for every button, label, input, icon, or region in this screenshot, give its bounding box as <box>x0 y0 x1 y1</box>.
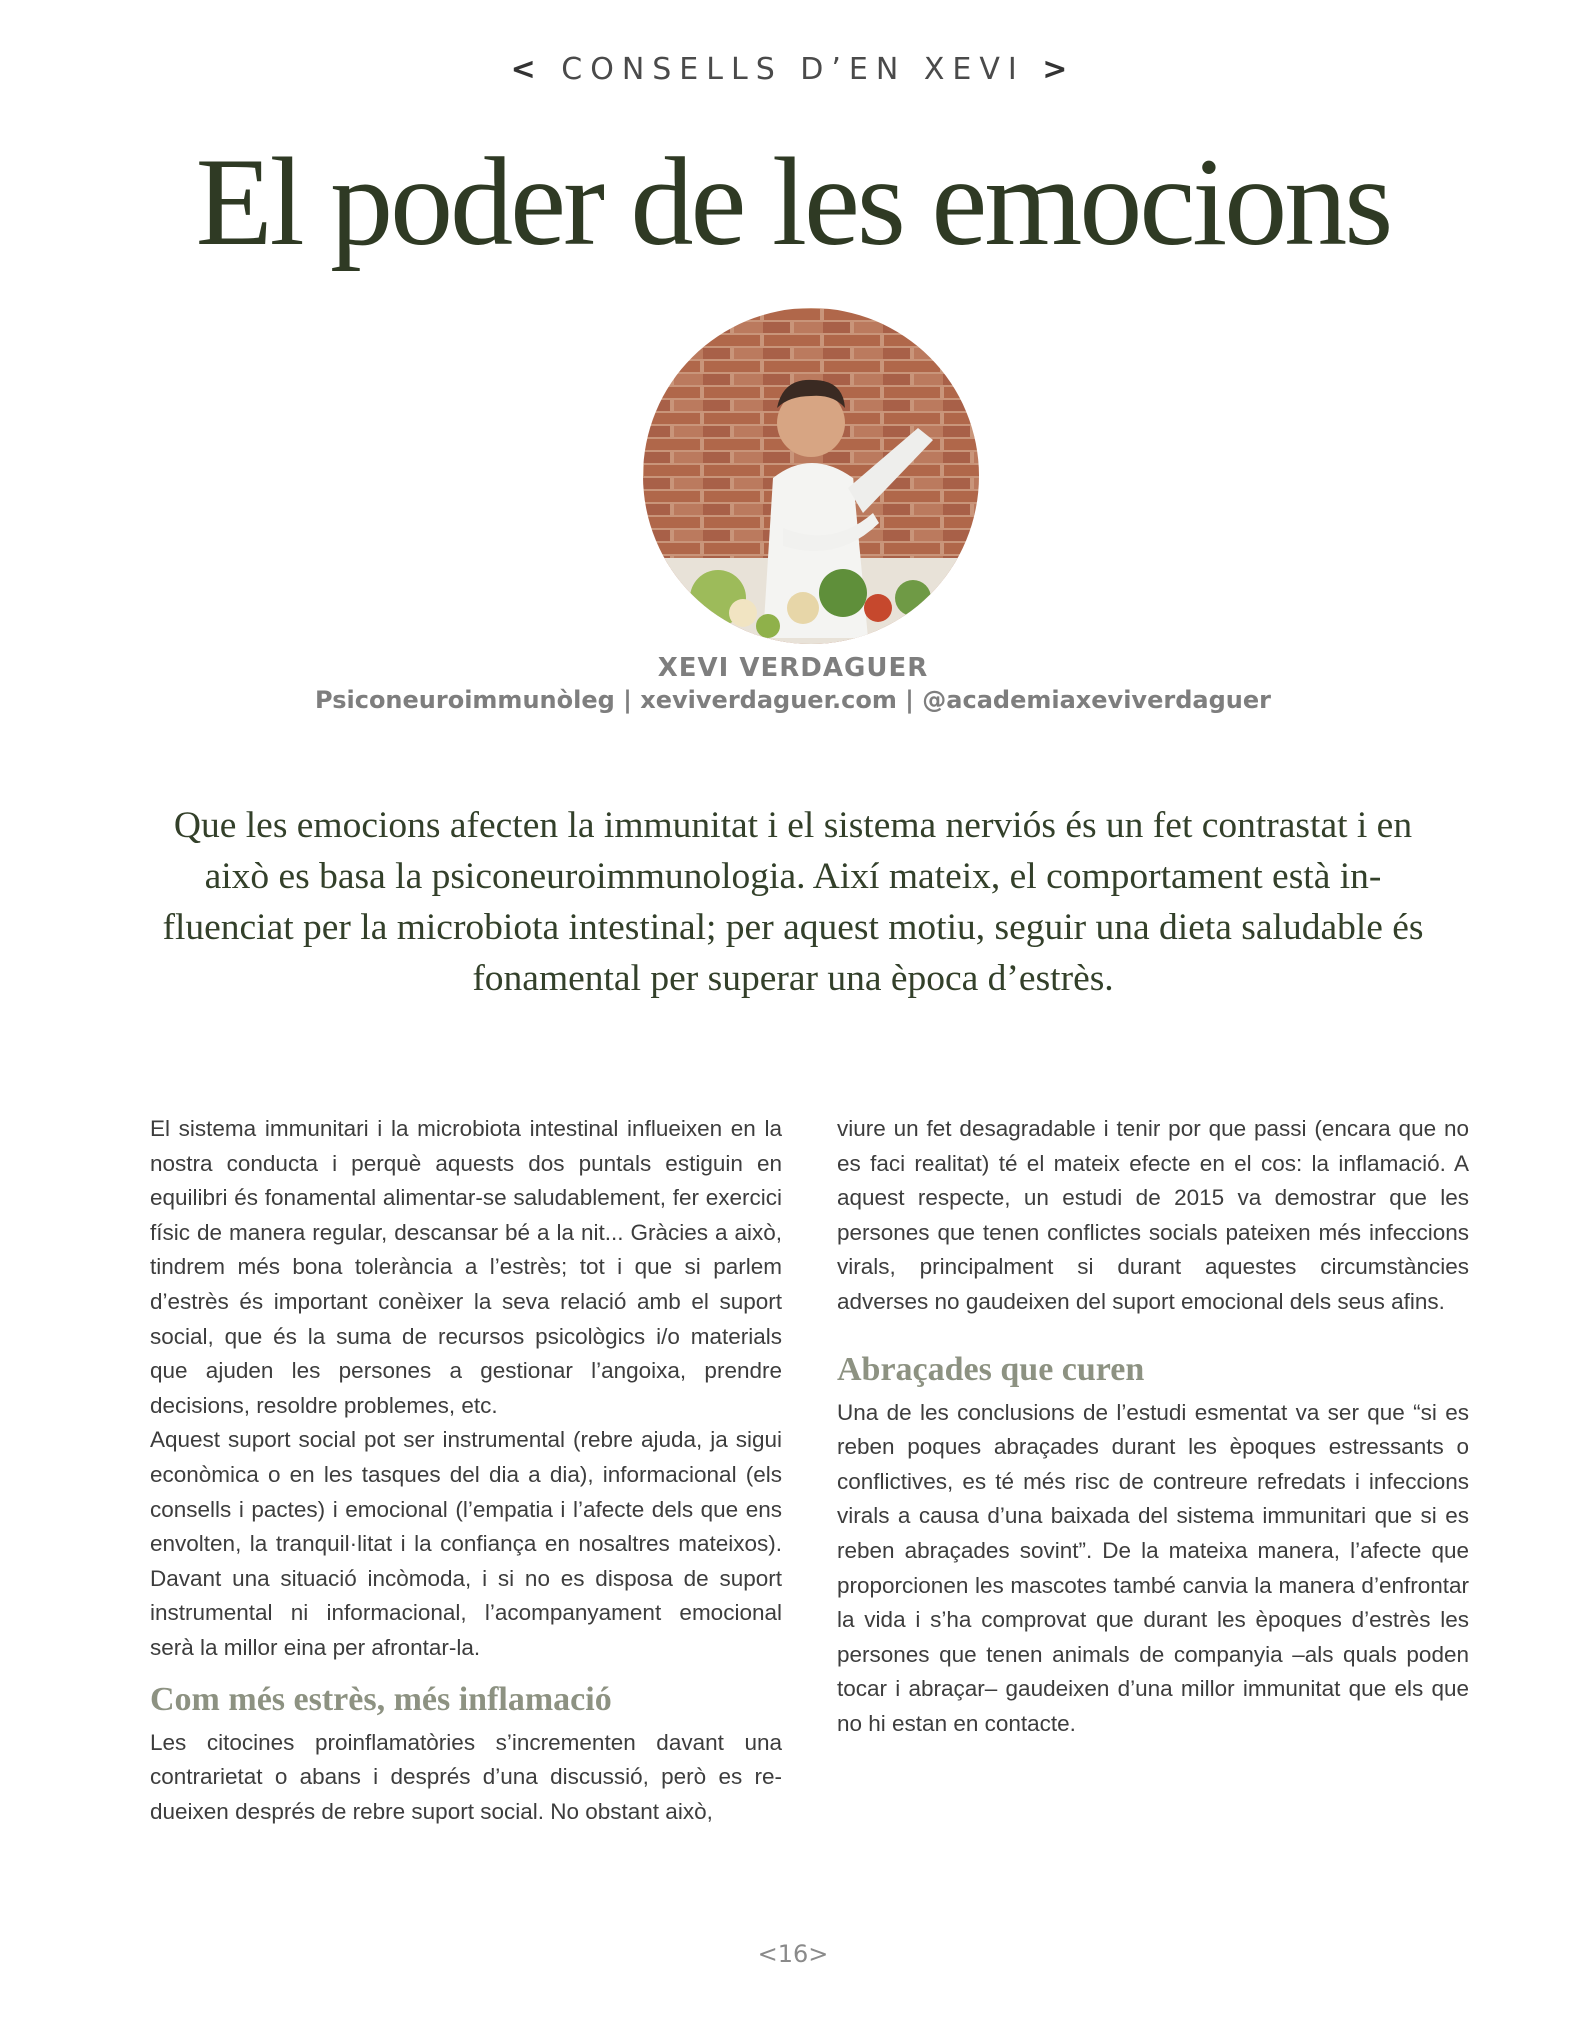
body-column-left <box>150 1112 782 1829</box>
section-heading: Abraçades que curen <box>837 1350 1145 1388</box>
chevron-right-icon: > <box>1042 52 1076 87</box>
body-paragraph: viure un fet desagradable i tenir por que passi (encara que no es faci realitat) té el mateix efecte en el cos: la inflamació. A aquest respecte, un estudi de 2015 va demostrar que les persones que tenen conflictes socials pateixen més infeccions virals, principalment si durant aquestes circumstàncies adverses no gaudeixen del suport emocional dels seus afins. <box>837 1116 1469 1314</box>
chevron-left-icon: < <box>510 52 544 87</box>
author-roles: Psiconeuroimmunòleg | xeviverdaguer.com | @academiaxeviverdaguer <box>315 686 1271 714</box>
author-portrait <box>643 308 979 644</box>
chevron-right-icon: > <box>808 1940 829 1968</box>
page-title: El poder de les emocions <box>195 133 1391 272</box>
author-name: XEVI VERDAGUER <box>657 653 929 683</box>
author-byline <box>0 652 1586 716</box>
lead-paragraph <box>150 800 1436 1004</box>
kicker-text: CONSELLS D’EN XEVI <box>561 52 1025 87</box>
section-heading: Com més estrès, més inflamació <box>150 1680 612 1718</box>
author-photo-illustration <box>643 308 979 644</box>
body-paragraph: El sistema immunitari i la microbiota intestinal influeixen en la nostra conducta i perquè aquests dos puntals estiguin en equilibri és fonamental alimentar-se saludablement, fer exercici físic de manera regular, descansar bé a la nit... Gràcies a això, tindrem més bona tolerància a l’estrès; tot i que si parlem d’estrès és important conèixer la seva relació amb el suport social, que és la suma de recursos psicològics i/o materials que ajuden les persones a gestionar l’angoixa, prendre decisions, resoldre problemes, etc. <box>150 1116 782 1418</box>
body-column-right <box>837 1112 1469 1742</box>
chevron-left-icon: < <box>757 1940 778 1968</box>
page-number-value: 16 <box>777 1940 809 1968</box>
body-paragraph: Les citocines proinflamatòries s’incrementen davant una contrarietat o abans i després d’una discussió, però es redueixen després de rebre suport social. No obstant això, <box>150 1729 782 1824</box>
body-paragraph: Una de les conclusions de l’estudi esmentat va ser que “si es reben poques abraçades durant les èpoques estressants o conflictives, es té més risc de contreure refredats i infeccions virals a causa d’una baixada del sistema immunitari que si es reben abraçades sovint”. De la mateixa manera, l’afecte que proporcionen les mascotes també canvia la manera d’enfrontar la vida i s’ha comprovat que durant les èpoques d’estrès les persones que tenen animals de companyia –als quals poden tocar i abraçar– gaudeixen d’una millor immunitat que els que no hi estan en contacte. <box>837 1399 1469 1736</box>
section-kicker <box>0 52 1586 87</box>
lead-text: Que les emocions afecten la immunitat i el sistema nerviós és un fet contrastat i en això es basa la psiconeuroimmunologia. Així mateix, el comportament està influenciat per la microbiota intestinal; per aquest motiu, seguir una dieta saludable és fonamental per superar una època d’estrès. <box>162 805 1424 999</box>
page-number <box>0 1940 1586 1968</box>
body-paragraph: Aquest suport social pot ser instrumental (rebre ajuda, ja sigui econòmica o en les tasques del dia a dia), informacional (els consells i pactes) i emocional (l’empatia i l’afecte dels que ens envolten, la tranquil·litat i la confiança en nosaltres mateixos). Davant una situació incòmoda, i si no es disposa de suport instrumental ni informacional, l’acompanyament emocional serà la millor eina per afrontar-la. <box>150 1427 782 1660</box>
